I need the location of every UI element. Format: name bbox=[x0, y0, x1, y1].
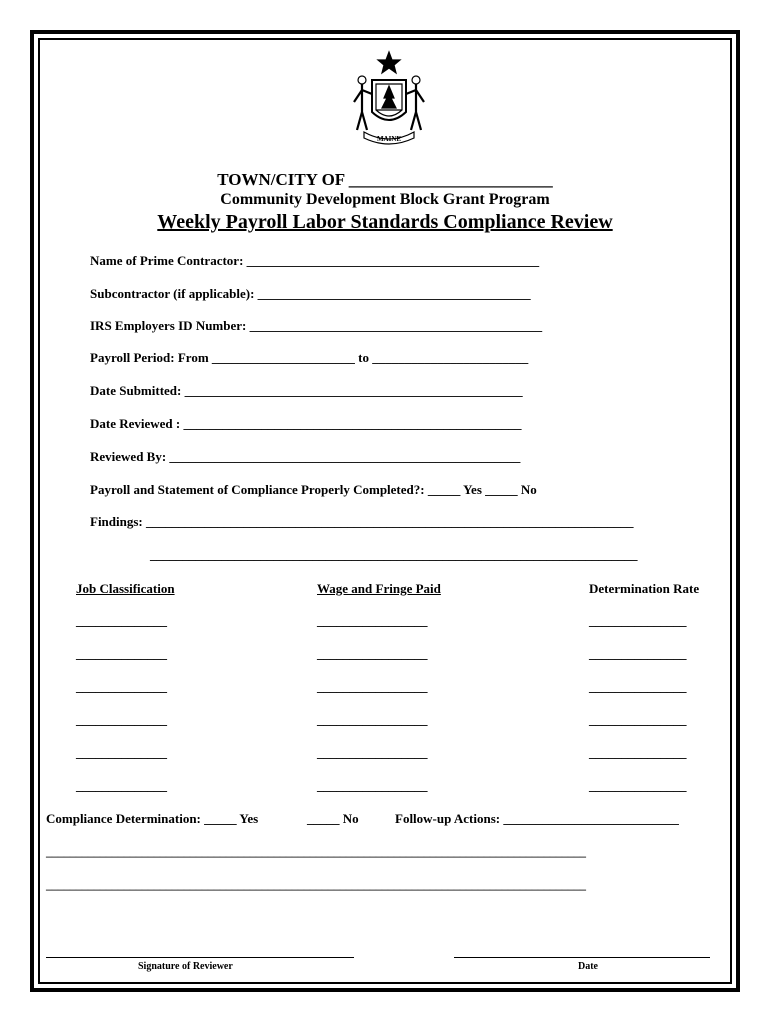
wage-fringe-cell[interactable]: _________________ bbox=[317, 679, 428, 694]
job-classification-header: Job Classification bbox=[76, 581, 175, 596]
wage-fringe-cell[interactable]: _________________ bbox=[317, 745, 428, 760]
wage-fringe-header: Wage and Fringe Paid bbox=[317, 581, 441, 596]
determination-rate-cell[interactable]: _______________ bbox=[589, 679, 687, 694]
follow-up-actions-field[interactable]: Follow-up Actions: ___________________________ bbox=[395, 811, 679, 826]
signature-of-reviewer-label: Signature of Reviewer bbox=[138, 961, 233, 972]
irs-id-field[interactable]: IRS Employers ID Number: _____________________________________________ bbox=[90, 318, 543, 333]
determination-rate-cell[interactable]: _______________ bbox=[589, 745, 687, 760]
seal-banner-text: MAINE bbox=[376, 135, 402, 143]
job-classification-cell[interactable]: ______________ bbox=[76, 613, 167, 628]
job-classification-cell[interactable]: ______________ bbox=[76, 745, 167, 760]
determination-rate-cell[interactable]: _______________ bbox=[589, 778, 687, 793]
program-heading: Community Development Block Grant Program bbox=[220, 191, 550, 208]
wage-fringe-cell[interactable]: _________________ bbox=[317, 778, 428, 793]
wage-fringe-cell[interactable]: _________________ bbox=[317, 712, 428, 727]
prime-contractor-field[interactable]: Name of Prime Contractor: _____________________________________________ bbox=[90, 253, 540, 268]
subcontractor-field[interactable]: Subcontractor (if applicable): __________________________________________ bbox=[90, 286, 531, 301]
findings-field[interactable]: Findings: ___________________________________________________________________________ bbox=[90, 514, 634, 529]
date-signature-line[interactable] bbox=[454, 957, 710, 958]
determination-rate-cell[interactable]: _______________ bbox=[589, 712, 687, 727]
compliance-determination-yes[interactable]: Compliance Determination: _____ Yes bbox=[46, 811, 259, 826]
date-submitted-field[interactable]: Date Submitted: ____________________________________________________ bbox=[90, 383, 523, 398]
payroll-period-field[interactable]: Payroll Period: From ______________________ to ________________________ bbox=[90, 350, 529, 365]
wage-fringe-cell[interactable]: _________________ bbox=[317, 613, 428, 628]
job-classification-cell[interactable]: ______________ bbox=[76, 712, 167, 727]
job-classification-cell[interactable]: ______________ bbox=[76, 778, 167, 793]
follow-up-line-1[interactable]: __________________________________________________________________________________________ bbox=[46, 845, 586, 859]
date-label: Date bbox=[578, 961, 598, 972]
maine-seal-icon bbox=[346, 50, 432, 146]
findings-line-2[interactable]: ___________________________________________________________________________ bbox=[150, 547, 638, 562]
job-classification-cell[interactable]: ______________ bbox=[76, 646, 167, 661]
reviewer-signature-line[interactable] bbox=[46, 957, 354, 958]
follow-up-line-2[interactable]: __________________________________________________________________________________________ bbox=[46, 878, 586, 892]
determination-rate-cell[interactable]: _______________ bbox=[589, 613, 687, 628]
job-classification-cell[interactable]: ______________ bbox=[76, 679, 167, 694]
compliance-determination-no[interactable]: _____ No bbox=[307, 811, 359, 826]
date-reviewed-field[interactable]: Date Reviewed : ____________________________________________________ bbox=[90, 416, 522, 431]
reviewed-by-field[interactable]: Reviewed By: ______________________________________________________ bbox=[90, 449, 521, 464]
determination-rate-header: Determination Rate bbox=[589, 581, 700, 596]
compliance-completed-field[interactable]: Payroll and Statement of Compliance Properly Completed?: _____ Yes _____ No bbox=[90, 482, 537, 497]
determination-rate-cell[interactable]: _______________ bbox=[589, 646, 687, 661]
town-city-heading: TOWN/CITY OF ________________________ bbox=[217, 170, 553, 189]
wage-fringe-cell[interactable]: _________________ bbox=[317, 646, 428, 661]
form-title: Weekly Payroll Labor Standards Compliance Review bbox=[157, 211, 613, 233]
